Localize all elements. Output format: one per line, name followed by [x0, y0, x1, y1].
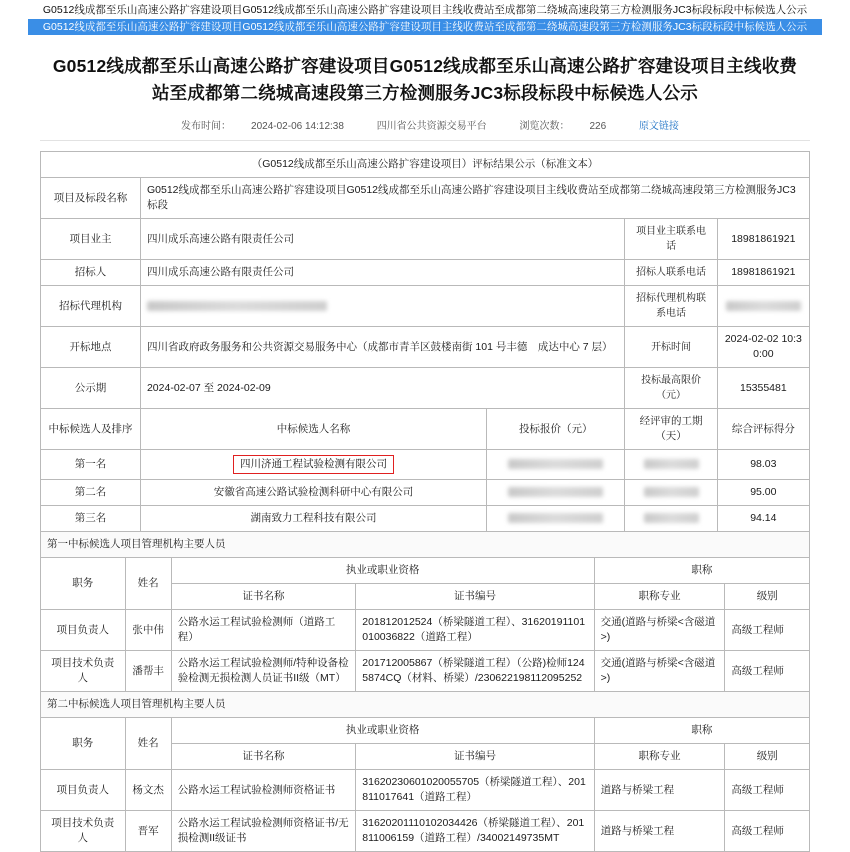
table-caption: （G0512线成都至乐山高速公路扩容建设项目）评标结果公示（标准文本）: [41, 152, 810, 178]
max-price-value: 15355481: [717, 368, 809, 409]
staff-name: 张中伟: [125, 610, 171, 651]
table-row: [41, 286, 810, 327]
staff-name: 晋军: [125, 811, 171, 852]
redacted-value: [508, 487, 603, 497]
divider: [40, 140, 810, 141]
staff-title-major: 交通(道路与桥梁<含磁道>): [594, 651, 725, 692]
candidate-duration: [625, 480, 717, 506]
staff-cert-no: 31620230601020055705（桥梁隧道工程）、201811017641（道路工程）: [356, 770, 594, 811]
col-title-level: 级别: [725, 584, 810, 610]
publish-time: 发布时间： 2024-02-06 14:12:38: [181, 121, 344, 132]
bid-place-label: 开标地点: [41, 327, 141, 368]
col-cert-name: 证书名称: [171, 584, 356, 610]
tenderer-value: 四川成乐高速公路有限责任公司: [140, 260, 624, 286]
staff-section-2-title-row: [41, 692, 810, 718]
candidate-name: [140, 450, 486, 480]
owner-phone-label: 项目业主联系电话: [625, 219, 717, 260]
staff-2-group-header: [41, 718, 810, 744]
staff-cert-no: 201712005867（桥梁隧道工程）（公路)检师1245874CQ（材料、桥梁）/230622198112095252: [356, 651, 594, 692]
table-row: [41, 450, 810, 480]
tenderer-contact-value: 18981861921: [717, 260, 809, 286]
owner-value: 四川成乐高速公路有限责任公司: [140, 219, 624, 260]
project-name-value: G0512线成都至乐山高速公路扩容建设项目G0512线成都至乐山高速公路扩容建设项目主线收费站至成都第二绕城高速段第三方检测服务JC3标段: [140, 178, 809, 219]
agency-phone-label: 招标代理机构联系电话: [625, 286, 717, 327]
max-price-label: 投标最高限价（元）: [625, 368, 717, 409]
col-post: 职务: [41, 718, 126, 770]
col-rank: 中标候选人及排序: [41, 409, 141, 450]
candidate-name-highlight: 四川济通工程试验检测有限公司: [233, 455, 394, 474]
col-name: 姓名: [125, 558, 171, 610]
col-title-major: 职称专业: [594, 584, 725, 610]
redacted-value: [726, 301, 801, 311]
candidates-header-row: [41, 409, 810, 450]
candidate-duration: [625, 506, 717, 532]
candidate-rank: 第二名: [41, 480, 141, 506]
col-title-major: 职称专业: [594, 744, 725, 770]
staff-cert-name: 公路水运工程试验检测师资格证书: [171, 770, 356, 811]
result-table: [40, 151, 810, 558]
col-score: 综合评标得分: [717, 409, 809, 450]
staff-post: 项目负责人: [41, 610, 126, 651]
col-candidate-name: 中标候选人名称: [140, 409, 486, 450]
staff-table-1: [40, 557, 810, 852]
col-name: 姓名: [125, 718, 171, 770]
redacted-value: [508, 459, 603, 469]
candidate-rank: 第一名: [41, 450, 141, 480]
col-cert-no: 证书编号: [356, 744, 594, 770]
col-title: 职称: [594, 558, 809, 584]
bid-time-value: 2024-02-02 10:30:00: [717, 327, 809, 368]
source-label: 四川省公共资源交易平台: [376, 121, 487, 132]
col-title-level: 级别: [725, 744, 810, 770]
table-row: [41, 770, 810, 811]
candidate-name: 湖南致力工程科技有限公司: [140, 506, 486, 532]
staff-title-major: 交通(道路与桥梁<含磁道>): [594, 610, 725, 651]
candidate-price: [487, 506, 625, 532]
staff-post: 项目技术负责人: [41, 811, 126, 852]
col-qualification: 执业或职业资格: [171, 718, 594, 744]
candidate-score: 95.00: [717, 480, 809, 506]
table-row: [41, 651, 810, 692]
table-row: [41, 368, 810, 409]
staff-title-level: 高级工程师: [725, 770, 810, 811]
staff-title-level: 高级工程师: [725, 811, 810, 852]
candidate-score: 98.03: [717, 450, 809, 480]
page-title: G0512线成都至乐山高速公路扩容建设项目G0512线成都至乐山高速公路扩容建设项目主线收费站至成都第二绕城高速段第三方检测服务JC3标段标段中标候选人公示: [52, 56, 798, 103]
original-link[interactable]: 原文链接: [638, 121, 679, 132]
col-title: 职称: [594, 718, 809, 744]
agency-label: 招标代理机构: [41, 286, 141, 327]
staff-name: 潘帮丰: [125, 651, 171, 692]
candidate-name: 安徽省高速公路试验检测科研中心有限公司: [140, 480, 486, 506]
col-qualification: 执业或职业资格: [171, 558, 594, 584]
col-cert-no: 证书编号: [356, 584, 594, 610]
candidate-price: [487, 480, 625, 506]
notice-period-label: 公示期: [41, 368, 141, 409]
tenderer-label: 招标人: [41, 260, 141, 286]
candidate-price: [487, 450, 625, 480]
staff-section-1-title: 第一中标候选人项目管理机构主要人员: [41, 532, 810, 558]
browser-title-line-1: G0512线成都至乐山高速公路扩容建设项目G0512线成都至乐山高速公路扩容建设项目主线收费站至成都第二绕城高速段第三方检测服务JC3标段标段中标候选人公示: [42, 4, 808, 16]
staff-section-2-title: 第二中标候选人项目管理机构主要人员: [41, 692, 810, 718]
bid-time-label: 开标时间: [625, 327, 717, 368]
staff-title-major: 道路与桥梁工程: [594, 770, 725, 811]
owner-phone-value: 18981861921: [717, 219, 809, 260]
redacted-value: [644, 459, 699, 469]
table-row: [41, 327, 810, 368]
staff-cert-name: 公路水运工程试验检测师（道路工程）: [171, 610, 356, 651]
document-body: [40, 45, 810, 852]
candidate-rank: 第三名: [41, 506, 141, 532]
notice-period-value: 2024-02-07 至 2024-02-09: [140, 368, 624, 409]
table-row: [41, 811, 810, 852]
staff-title-major: 道路与桥梁工程: [594, 811, 725, 852]
redacted-value: [147, 301, 327, 311]
staff-cert-name: 公路水运工程试验检测师资格证书/无损检测II级证书: [171, 811, 356, 852]
staff-post: 项目技术负责人: [41, 651, 126, 692]
owner-label: 项目业主: [41, 219, 141, 260]
tenderer-contact-label: 招标人联系电话: [625, 260, 717, 286]
candidate-duration: [625, 450, 717, 480]
staff-section-1-title-row: [41, 532, 810, 558]
redacted-value: [508, 513, 603, 523]
view-count: 浏览次数： 226: [519, 121, 607, 132]
bid-place-value: 四川省政府政务服务和公共资源交易服务中心（成都市青羊区鼓楼南街 101 号丰德 成达中心 7 层）: [140, 327, 624, 368]
project-name-label: 项目及标段名称: [41, 178, 141, 219]
staff-cert-no: 31620201110102034426（桥梁隧道工程）、201811006159（道路工程）/34002149735MT: [356, 811, 594, 852]
agency-phone-value: [717, 286, 809, 327]
col-cert-name: 证书名称: [171, 744, 356, 770]
staff-name: 杨文杰: [125, 770, 171, 811]
redacted-value: [644, 513, 699, 523]
redacted-value: [644, 487, 699, 497]
agency-value: [140, 286, 624, 327]
col-post: 职务: [41, 558, 126, 610]
table-row: [41, 219, 810, 260]
staff-post: 项目负责人: [41, 770, 126, 811]
table-row: [41, 260, 810, 286]
staff-cert-no: 201812012524（桥梁隧道工程）、31620191101010036822（道路工程）: [356, 610, 594, 651]
table-caption-row: [41, 152, 810, 178]
staff-title-level: 高级工程师: [725, 610, 810, 651]
table-row: [41, 178, 810, 219]
table-row: [41, 610, 810, 651]
table-row: [41, 506, 810, 532]
col-duration: 经评审的工期（天）: [625, 409, 717, 450]
browser-title-line-2[interactable]: G0512线成都至乐山高速公路扩容建设项目G0512线成都至乐山高速公路扩容建设项目主线收费站至成都第二绕城高速段第三方检测服务JC3标段标段中标候选人公示: [28, 19, 822, 35]
candidate-score: 94.14: [717, 506, 809, 532]
document-meta: [40, 113, 810, 140]
staff-cert-name: 公路水运工程试验检测师/特种设备检验检测无损检测人员证书II级（MT）: [171, 651, 356, 692]
staff-title-level: 高级工程师: [725, 651, 810, 692]
col-price: 投标报价（元）: [487, 409, 625, 450]
table-row: [41, 480, 810, 506]
staff-1-group-header: [41, 558, 810, 584]
